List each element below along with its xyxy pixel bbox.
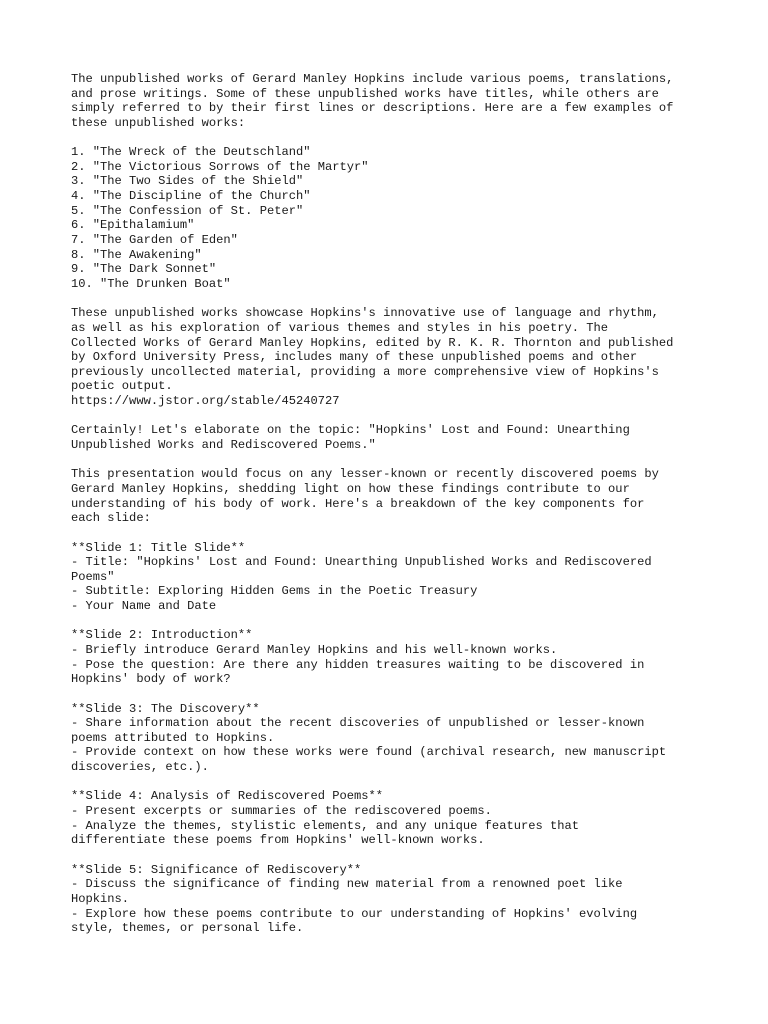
text-line: This presentation would focus on any lesser-known or recently discovered poems by [71,467,659,482]
paragraph-gap [71,131,711,146]
text-line: These unpublished works showcase Hopkins's innovative use of language and rhythm, [71,306,659,321]
document-blocks [71,72,711,936]
paragraph-gap [71,453,711,468]
text-line: each slide: [71,511,151,526]
paragraph-gap [71,526,711,541]
text-line: poetic output. [71,379,173,394]
text-line: - Present excerpts or summaries of the rediscovered poems. [71,804,492,819]
paragraph-gap [71,292,711,307]
paragraph-gap [71,848,711,863]
list-item: 3. "The Two Sides of the Shield" [71,174,304,189]
text-line: discoveries, etc.). [71,760,209,775]
text-line: **Slide 5: Significance of Rediscovery** [71,862,362,877]
text-line: Gerard Manley Hopkins, shedding light on how these findings contribute to our [71,481,630,496]
list-item: 1. "The Wreck of the Deutschland" [71,145,311,160]
list-item: 9. "The Dark Sonnet" [71,262,217,277]
text-line: differentiate these poems from Hopkins' well-known works. [71,833,485,848]
text-line: **Slide 1: Title Slide** [71,540,246,555]
text-line: these unpublished works: [71,115,246,130]
source-link[interactable]: https://www.jstor.org/stable/45240727 [71,394,340,409]
text-line: - Pose the question: Are there any hidden treasures waiting to be discovered in [71,657,645,672]
presentation-paragraph [71,467,711,526]
text-line: - Title: "Hopkins' Lost and Found: Unearthing Unpublished Works and Rediscovered [71,555,652,570]
list-item: 6. "Epithalamium" [71,218,195,233]
text-line: Poems" [71,569,115,584]
text-line: **Slide 3: The Discovery** [71,701,260,716]
text-line: Unpublished Works and Rediscovered Poems." [71,438,376,453]
text-line: The unpublished works of Gerard Manley Hopkins include various poems, translations, [71,72,674,86]
elaborate-paragraph [71,423,711,452]
list-item: 4. "The Discipline of the Church" [71,189,311,204]
text-line: - Subtitle: Exploring Hidden Gems in the Poetic Treasury [71,584,478,599]
text-line: - Share information about the recent discoveries of unpublished or lesser-known [71,716,645,731]
list-item: 10. "The Drunken Boat" [71,276,231,291]
slide-3-section [71,702,711,775]
text-line: Hopkins' body of work? [71,672,231,687]
text-line: Collected Works of Gerard Manley Hopkins, edited by R. K. R. Thornton and published [71,335,674,350]
slide-1-section [71,541,711,614]
text-line: - Discuss the significance of finding new material from a renowned poet like [71,877,623,892]
intro-paragraph [71,72,711,131]
text-line: Hopkins. [71,891,130,906]
slide-2-section [71,628,711,687]
text-line: and prose writings. Some of these unpublished works have titles, while others are [71,86,659,101]
text-line: - Briefly introduce Gerard Manley Hopkins and his well-known works. [71,642,558,657]
text-line: - Your Name and Date [71,599,217,614]
text-line: understanding of his body of work. Here's a breakdown of the key components for [71,496,645,511]
paragraph-gap [71,614,711,629]
text-line: **Slide 2: Introduction** [71,628,253,643]
slide-4-section [71,789,711,848]
paragraph-gap [71,409,711,424]
text-line: by Oxford University Press, includes many of these unpublished poems and other [71,350,638,365]
text-line: as well as his exploration of various themes and styles in his poetry. The [71,320,609,335]
text-line: - Provide context on how these works were found (archival research, new manuscript [71,745,667,760]
text-line: previously uncollected material, providing a more comprehensive view of Hopkins's [71,364,659,379]
list-item: 5. "The Confession of St. Peter" [71,203,304,218]
showcase-paragraph [71,306,711,408]
text-line: simply referred to by their first lines or descriptions. Here are a few examples of [71,101,674,116]
unpublished-works-list [71,145,711,291]
list-item: 8. "The Awakening" [71,247,202,262]
paragraph-gap [71,775,711,790]
text-line: Certainly! Let's elaborate on the topic: "Hopkins' Lost and Found: Unearthing [71,423,630,438]
text-line: **Slide 4: Analysis of Rediscovered Poems** [71,789,384,804]
list-item: 7. "The Garden of Eden" [71,233,238,248]
text-line: style, themes, or personal life. [71,921,304,936]
text-line: - Explore how these poems contribute to our understanding of Hopkins' evolving [71,906,638,921]
document-body [71,72,711,936]
text-line: - Analyze the themes, stylistic elements, and any unique features that [71,818,580,833]
list-item: 2. "The Victorious Sorrows of the Martyr" [71,159,369,174]
slide-5-section [71,863,711,936]
paragraph-gap [71,687,711,702]
text-line: poems attributed to Hopkins. [71,730,275,745]
